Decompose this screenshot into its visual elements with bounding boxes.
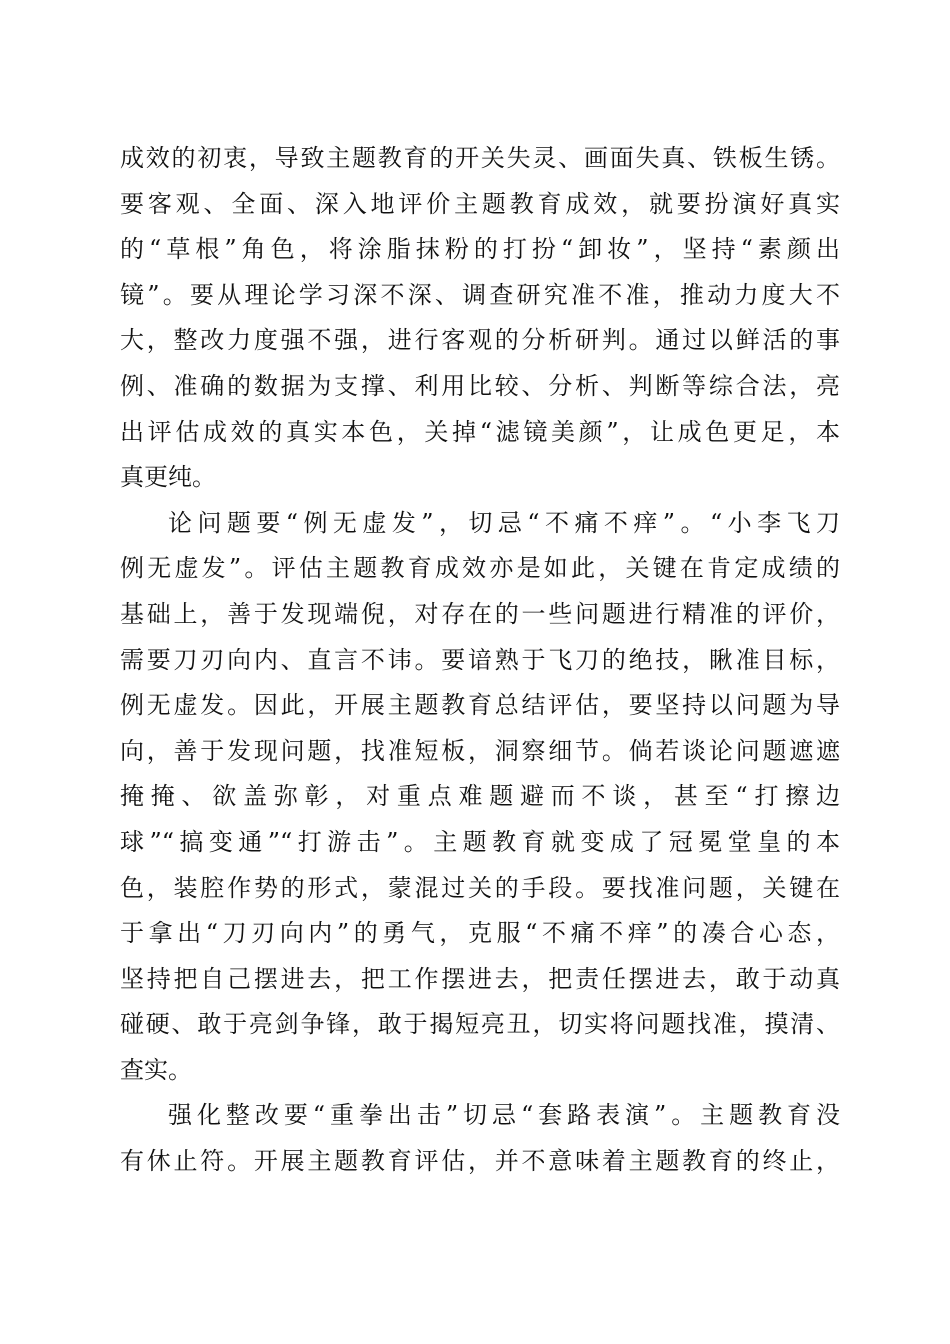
document-body (120, 136, 840, 1185)
text-line: 基础上，善于发现端倪，对存在的一些问题进行精准的评价， (120, 599, 840, 628)
text-line: 色，装腔作势的形式，蒙混过关的手段。要找准问题，关键在 (120, 873, 840, 902)
text-line: 有休止符。开展主题教育评估，并不意味着主题教育的终止， (120, 1147, 840, 1176)
text-line: 查实。 (120, 1055, 192, 1084)
text-line: 于拿出“刀刃向内”的勇气，克服“不痛不痒”的凑合心态， (120, 919, 840, 948)
text-line: 碰硬、敢于亮剑争锋，敢于揭短亮丑，切实将问题找准，摸清、 (120, 1010, 840, 1039)
text-line: 向，善于发现问题，找准短板，洞察细节。倘若谈论问题遮遮 (120, 736, 840, 765)
text-line: 镜”。要从理论学习深不深、调查研究准不准，推动力度大不 (120, 280, 840, 309)
text-line: 例、准确的数据为支撑、利用比较、分析、判断等综合法，亮 (120, 371, 840, 400)
text-line: 成效的初衷，导致主题教育的开关失灵、画面失真、铁板生锈。 (120, 144, 840, 172)
text-line: 掩掩、欲盖弥彰，对重点难题避而不谈，甚至“打擦边 (120, 782, 840, 811)
paragraph-2 (120, 501, 840, 1094)
paragraph-3 (120, 1093, 840, 1184)
text-line: 论问题要“例无虚发”，切忌“不痛不痒”。“小李飞刀 (168, 508, 840, 537)
paragraph-1 (120, 136, 840, 501)
text-line: 强化整改要“重拳出击”切忌“套路表演”。主题教育没 (168, 1101, 840, 1130)
text-line: 出评估成效的真实本色，关掉“滤镜美颜”，让成色更足，本 (120, 417, 840, 446)
text-line: 真更纯。 (120, 463, 216, 492)
text-line: 坚持把自己摆进去，把工作摆进去，把责任摆进去，敢于动真 (120, 964, 840, 993)
text-line: 需要刀刃向内、直言不讳。要谙熟于飞刀的绝技，瞅准目标， (120, 645, 840, 674)
text-line: 例无虚发。因此，开展主题教育总结评估，要坚持以问题为导 (120, 691, 840, 720)
text-line: 球”“搞变通”“打游击”。主题教育就变成了冠冕堂皇的本 (120, 827, 840, 856)
text-line: 例无虚发”。评估主题教育成效亦是如此，关键在肯定成绩的 (120, 554, 840, 583)
text-line: 大，整改力度强不强，进行客观的分析研判。通过以鲜活的事 (120, 326, 840, 355)
text-line: 要客观、全面、深入地评价主题教育成效，就要扮演好真实 (120, 189, 840, 218)
text-line: 的“草根”角色，将涂脂抹粉的打扮“卸妆”，坚持“素颜出 (120, 235, 840, 264)
